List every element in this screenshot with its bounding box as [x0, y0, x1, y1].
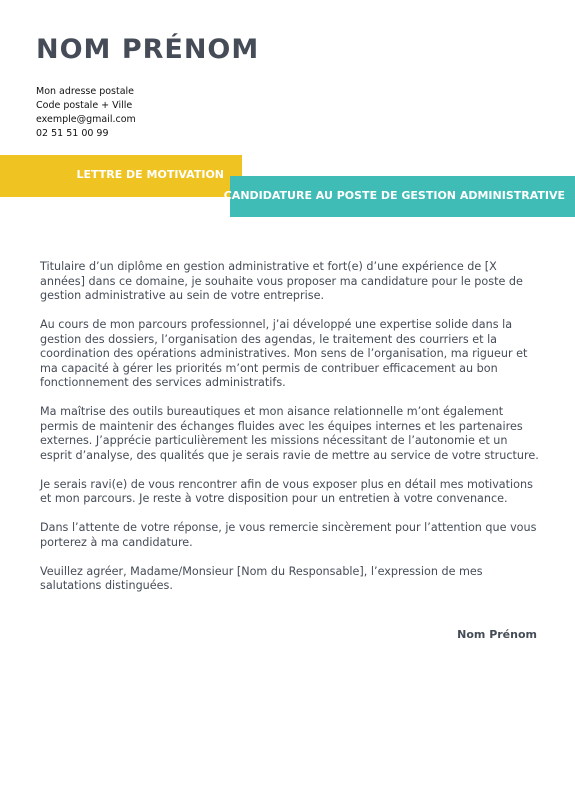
paragraph-skills: Ma maîtrise des outils bureautiques et mon aisance relationnelle m’ont également permis de maintenir des échanges fluides avec les équipes internes et les partenaires externes. J’apprécie particulièrement les missions nécessitant de l’autonomie et un esprit d’analyse, des qualités que je serais ravie de mettre au service de votre structure.	[40, 405, 539, 462]
position-label: CANDIDATURE AU POSTE DE GESTION ADMINISTRATIVE	[223, 189, 565, 202]
letter-body	[40, 260, 540, 608]
position-banner	[223, 176, 575, 217]
postal-address: Mon adresse postale	[36, 86, 135, 97]
letter-type-label: LETTRE DE MOTIVATION	[76, 168, 224, 181]
paragraph-closing: Veuillez agréer, Madame/Monsieur [Nom du Responsable], l’expression de mes salutations distinguées.	[40, 564, 483, 592]
postal-code-city: Code postale + Ville	[36, 100, 133, 111]
paragraph-meeting: Je serais ravi(e) de vous rencontrer afin de vous exposer plus en détail mes motivations et mon parcours. Je reste à votre disposition pour un entretien à votre convenance.	[40, 477, 533, 505]
contact-info	[36, 85, 136, 141]
letter-type-banner	[0, 155, 242, 197]
phone-number: 02 51 51 00 99	[36, 128, 109, 139]
paragraph-thanks: Dans l’attente de votre réponse, je vous remercie sincèrement pour l’attention que vous porterez à ma candidature.	[40, 521, 537, 549]
signature: Nom Prénom	[457, 628, 537, 641]
paragraph-intro: Titulaire d’un diplôme en gestion administrative et fort(e) d’une expérience de [X années] dans ce domaine, je souhaite vous proposer ma candidature pour le poste de gestion administrative au sein de votre entreprise.	[40, 260, 523, 302]
applicant-name: NOM PRÉNOM	[36, 34, 260, 65]
paragraph-experience: Au cours de mon parcours professionnel, j’ai développé une expertise solide dans la gestion des dossiers, l’organisation des agendas, le traitement des courriers et la coordination des opérations administratives. Mon sens de l’organisation, ma rigueur et ma capacité à gérer les priorités m’ont permis de contribuer efficacement au bon fonctionnement des services administratifs.	[40, 318, 528, 389]
email-address: exemple@gmail.com	[36, 114, 136, 125]
